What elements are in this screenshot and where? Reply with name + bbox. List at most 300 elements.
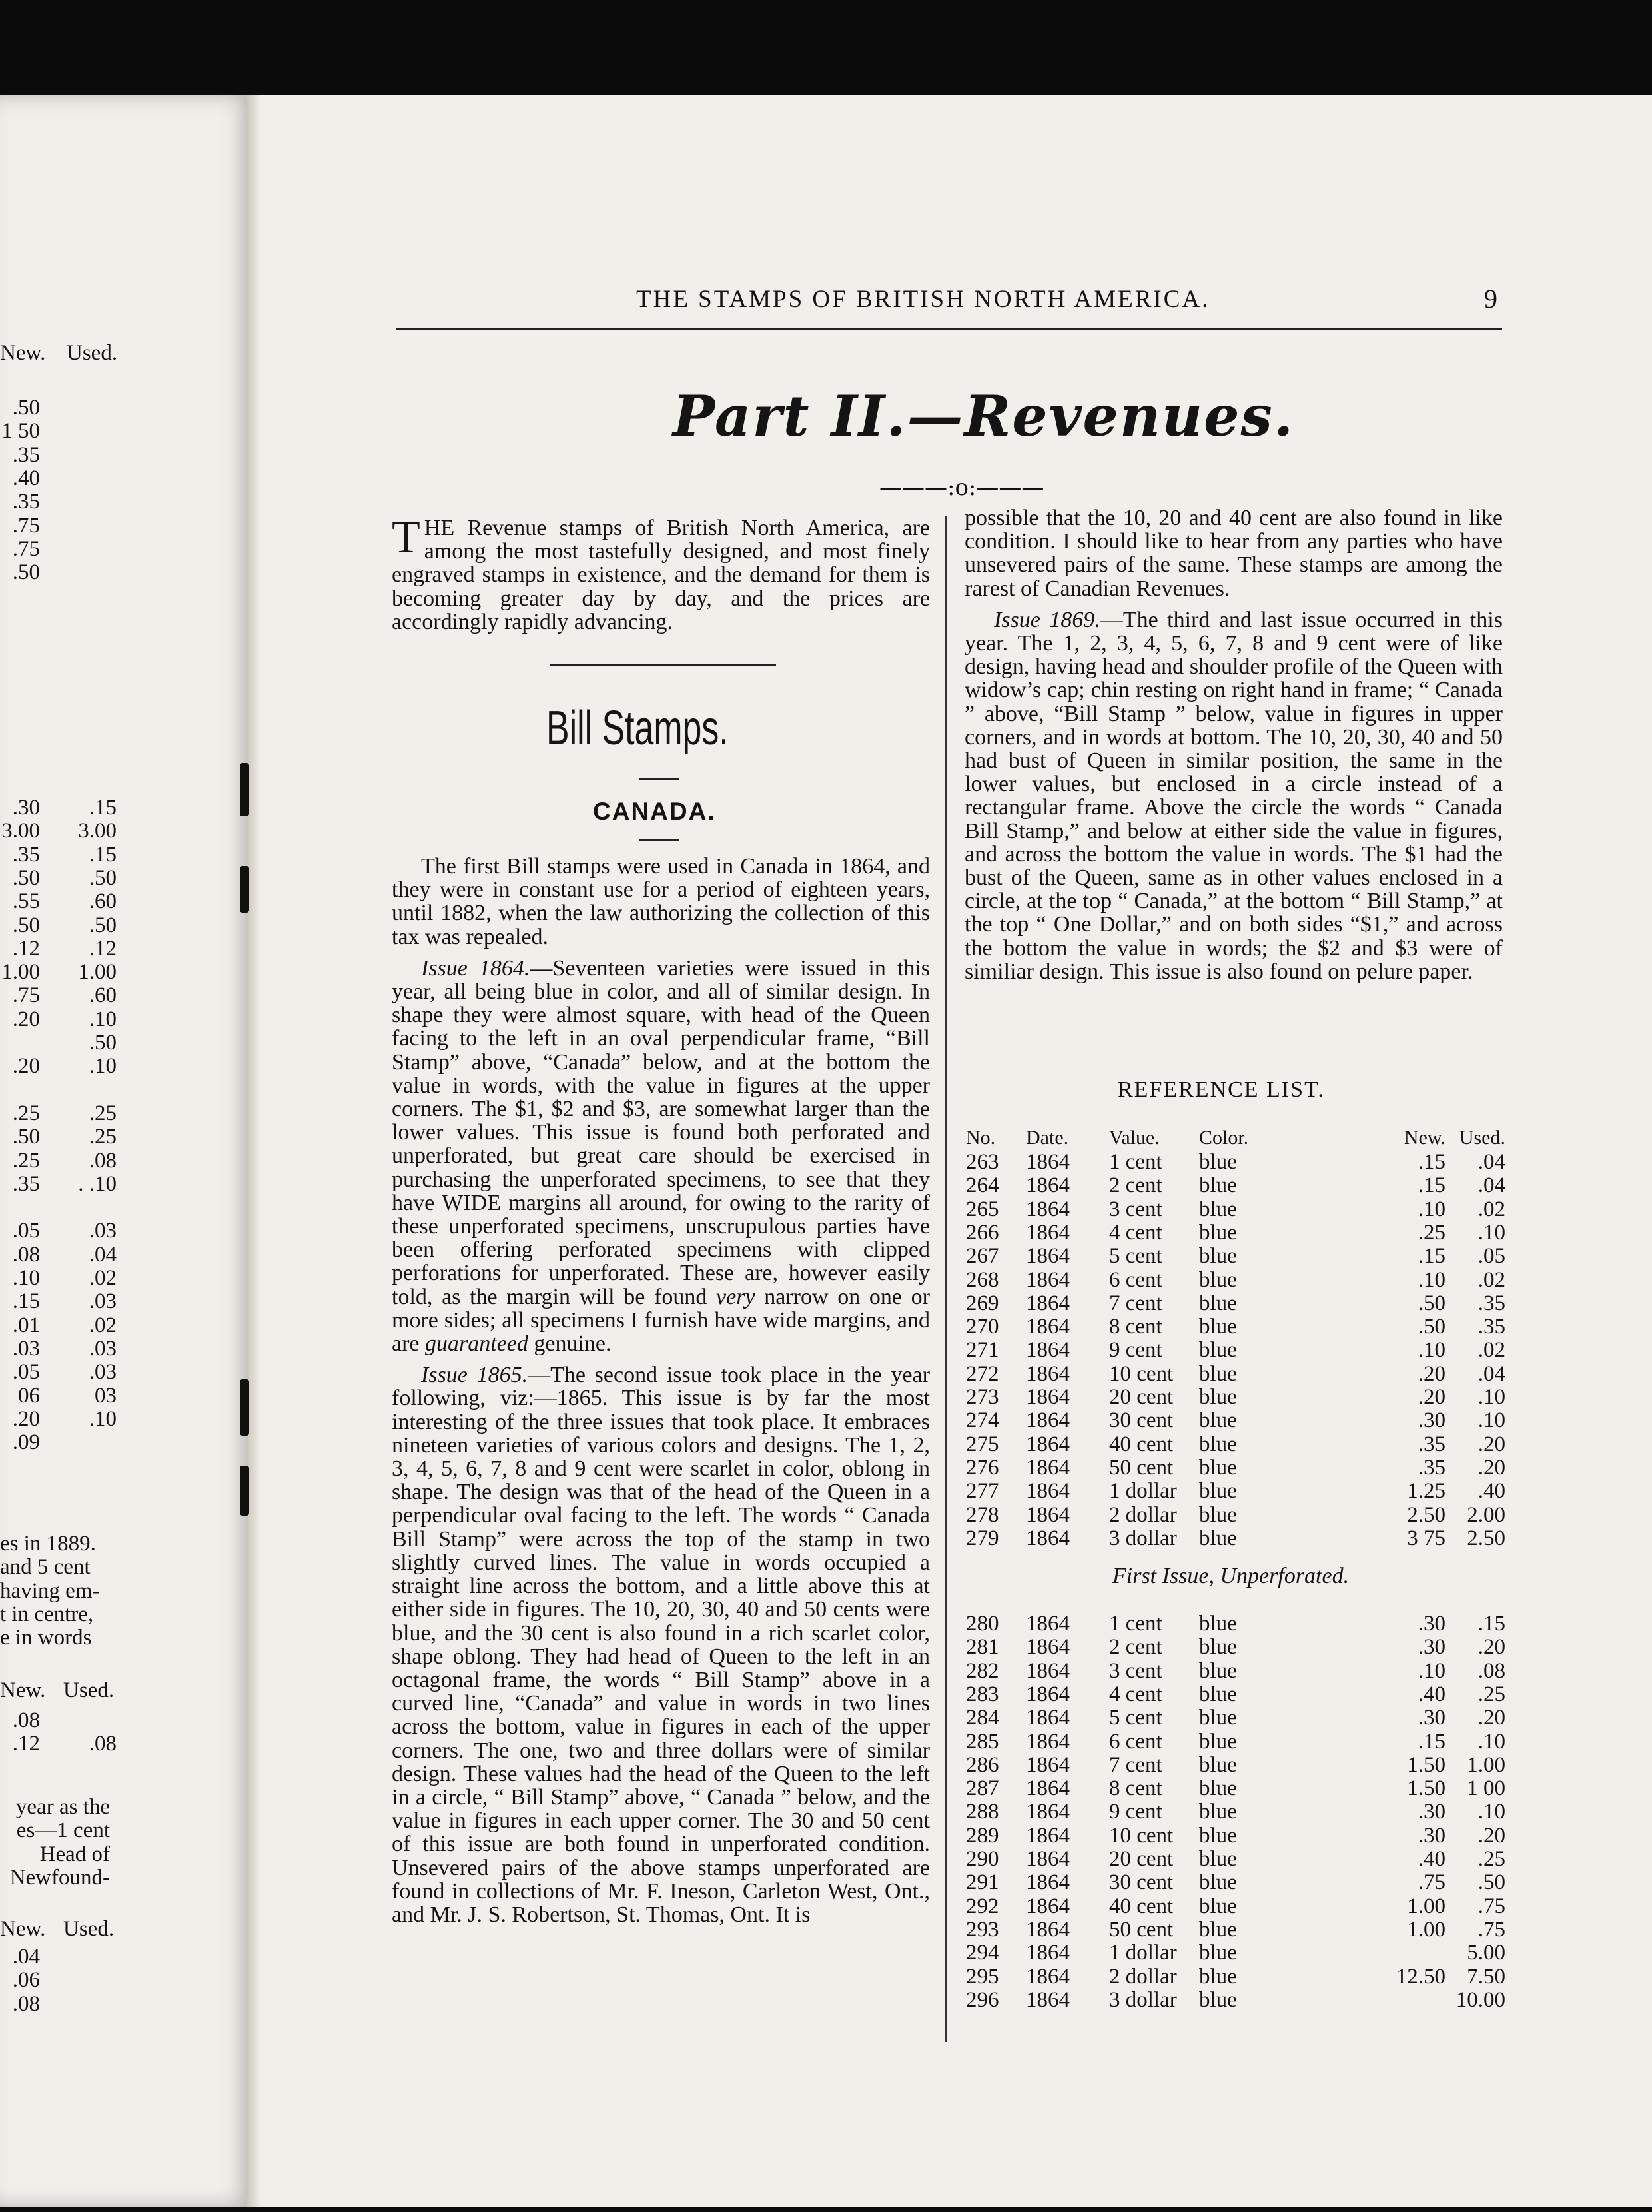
cell-color: blue bbox=[1199, 1173, 1237, 1198]
left-value-new: .08 bbox=[12, 1242, 40, 1267]
table-row bbox=[0, 1658, 1505, 1683]
drop-cap: T bbox=[392, 512, 420, 563]
cell-new: 2.50 bbox=[1407, 1502, 1446, 1527]
cell-date: 1864 bbox=[1026, 1244, 1070, 1269]
cell-used: .04 bbox=[1477, 1361, 1505, 1386]
cell-new: 3 75 bbox=[1407, 1526, 1446, 1550]
cell-value: 40 cent bbox=[1109, 1894, 1174, 1918]
cell-value: 50 cent bbox=[1109, 1455, 1174, 1480]
cell-date: 1864 bbox=[1026, 1847, 1070, 1871]
left-value-new: .20 bbox=[12, 1007, 40, 1031]
cell-new: .50 bbox=[1418, 1291, 1446, 1315]
cell-date: 1864 bbox=[1026, 1197, 1070, 1221]
table-row bbox=[0, 1800, 1505, 1824]
cell-color: blue bbox=[1199, 1964, 1237, 1989]
cell-color: blue bbox=[1199, 1455, 1237, 1480]
cell-color: blue bbox=[1199, 1291, 1237, 1315]
cell-color: blue bbox=[1199, 1800, 1237, 1824]
left-value-used: .03 bbox=[89, 1360, 117, 1384]
left-value-new: .05 bbox=[12, 1360, 40, 1384]
cell-color: blue bbox=[1199, 1823, 1237, 1848]
cell-no: 271 bbox=[966, 1338, 999, 1363]
cell-new: .35 bbox=[1418, 1455, 1446, 1480]
cell-date: 1864 bbox=[1026, 1776, 1070, 1801]
left-text-fragment: t in centre, bbox=[0, 1602, 94, 1626]
cell-value: 10 cent bbox=[1109, 1361, 1174, 1386]
left-value: .40 bbox=[12, 466, 40, 490]
running-head: THE STAMPS OF BRITISH NORTH AMERICA. bbox=[636, 286, 1210, 313]
cell-value: 6 cent bbox=[1109, 1729, 1162, 1754]
paragraph-text: narrow on one or more sides; all specimens I furnish have wide margins, and are bbox=[392, 1284, 931, 1357]
cell-new: .15 bbox=[1418, 1173, 1446, 1198]
cell-value: 3 cent bbox=[1109, 1197, 1162, 1221]
left-value-new: .08 bbox=[12, 1708, 40, 1732]
cell-no: 285 bbox=[966, 1729, 999, 1754]
table-row bbox=[0, 1941, 1505, 1965]
table-row bbox=[0, 1987, 1505, 2012]
cell-new: .15 bbox=[1418, 1244, 1446, 1269]
left-value-used: .08 bbox=[89, 1148, 117, 1173]
left-value-new: 1.00 bbox=[1, 960, 40, 985]
cell-used: 5.00 bbox=[1467, 1941, 1505, 1965]
short-rule bbox=[639, 778, 679, 780]
cell-value: 8 cent bbox=[1109, 1315, 1162, 1339]
left-text-fragment: and 5 cent bbox=[0, 1555, 91, 1580]
cell-used: .35 bbox=[1477, 1315, 1505, 1339]
cell-new: .30 bbox=[1418, 1408, 1446, 1433]
cell-no: 279 bbox=[966, 1526, 999, 1550]
cell-new: .50 bbox=[1418, 1315, 1446, 1339]
cell-no: 296 bbox=[966, 1987, 999, 2012]
cell-no: 265 bbox=[966, 1197, 999, 1221]
cell-used: .20 bbox=[1477, 1706, 1505, 1730]
cell-used: .02 bbox=[1477, 1267, 1505, 1292]
cell-color: blue bbox=[1199, 1315, 1237, 1339]
cell-new: .30 bbox=[1418, 1706, 1446, 1730]
left-value-used: .03 bbox=[89, 1289, 117, 1314]
cell-used: .35 bbox=[1477, 1291, 1505, 1315]
cell-new: 12.50 bbox=[1396, 1964, 1446, 1989]
cell-no: 277 bbox=[966, 1479, 999, 1504]
cell-value: 8 cent bbox=[1109, 1776, 1162, 1801]
cell-value: 50 cent bbox=[1109, 1917, 1174, 1941]
cell-no: 284 bbox=[966, 1706, 999, 1730]
table-row bbox=[0, 1682, 1505, 1706]
cell-no: 294 bbox=[966, 1941, 999, 1965]
left-value: .35 bbox=[12, 490, 40, 514]
cell-value: 9 cent bbox=[1109, 1800, 1162, 1824]
cell-value: 30 cent bbox=[1109, 1870, 1174, 1895]
cell-new: .30 bbox=[1418, 1612, 1446, 1636]
intro-paragraph bbox=[392, 512, 930, 634]
cell-date: 1864 bbox=[1026, 1658, 1070, 1683]
cell-date: 1864 bbox=[1026, 1964, 1070, 1989]
right-column-body bbox=[965, 506, 1503, 983]
cell-color: blue bbox=[1199, 1847, 1237, 1871]
cell-date: 1864 bbox=[1026, 1894, 1070, 1918]
left-value-new: .50 bbox=[12, 865, 40, 890]
cell-date: 1864 bbox=[1026, 1917, 1070, 1941]
cell-no: 286 bbox=[966, 1752, 999, 1777]
cell-color: blue bbox=[1199, 1729, 1237, 1754]
cell-date: 1864 bbox=[1026, 1682, 1070, 1706]
cell-color: blue bbox=[1199, 1706, 1237, 1730]
table-row bbox=[0, 1242, 1505, 1269]
cell-used: .10 bbox=[1477, 1729, 1505, 1754]
table-row bbox=[0, 1729, 1505, 1754]
cell-date: 1864 bbox=[1026, 1752, 1070, 1777]
cell-date: 1864 bbox=[1026, 1267, 1070, 1292]
cell-value: 7 cent bbox=[1109, 1291, 1162, 1315]
table-row bbox=[0, 1870, 1505, 1895]
left-text-fragment: Head of bbox=[39, 1842, 110, 1866]
cell-value: 4 cent bbox=[1109, 1682, 1162, 1706]
subsection-title: CANADA. bbox=[593, 798, 716, 825]
cell-used: .02 bbox=[1477, 1338, 1505, 1363]
table-row bbox=[0, 1847, 1505, 1871]
cell-date: 1864 bbox=[1026, 1455, 1070, 1480]
left-value-used: 03 bbox=[95, 1383, 117, 1408]
left-text-fragment: es in 1889. bbox=[0, 1532, 96, 1556]
left-text-fragment: having em- bbox=[0, 1578, 100, 1603]
left-text-fragment: es—1 cent bbox=[16, 1818, 110, 1843]
cell-no: 263 bbox=[966, 1150, 999, 1174]
cell-used: .25 bbox=[1477, 1847, 1505, 1871]
left-value-new: .30 bbox=[12, 796, 40, 820]
table-row bbox=[0, 1148, 1505, 1174]
cell-used: 2.00 bbox=[1467, 1502, 1505, 1527]
left-value-new: .35 bbox=[12, 842, 40, 867]
cell-new: .30 bbox=[1418, 1635, 1446, 1660]
table-row bbox=[0, 1823, 1505, 1848]
left-value-new: .55 bbox=[12, 889, 40, 914]
left-value-new: .50 bbox=[12, 913, 40, 937]
cell-used: .20 bbox=[1477, 1432, 1505, 1456]
cell-value: 5 cent bbox=[1109, 1244, 1162, 1269]
left-value-new: 06 bbox=[18, 1383, 40, 1408]
cell-value: 2 dollar bbox=[1109, 1964, 1177, 1989]
table-row bbox=[0, 1917, 1505, 1941]
left-value-new: .04 bbox=[12, 1945, 40, 1969]
cell-no: 289 bbox=[966, 1823, 999, 1848]
cell-value: 4 cent bbox=[1109, 1220, 1162, 1245]
cell-date: 1864 bbox=[1026, 1220, 1070, 1245]
cell-value: 2 dollar bbox=[1109, 1502, 1177, 1527]
cell-color: blue bbox=[1199, 1361, 1237, 1386]
cell-date: 1864 bbox=[1026, 1408, 1070, 1433]
cell-used: .20 bbox=[1477, 1455, 1505, 1480]
cell-used: .04 bbox=[1477, 1150, 1505, 1174]
page-number: 9 bbox=[1484, 284, 1497, 314]
cell-date: 1864 bbox=[1026, 1635, 1070, 1660]
paragraph: possible that the 10, 20 and 40 cent are also found in like condition. I should like to hear from any parties who have unsevered pairs of the same. These stamps are among the rarest of Canadian Revenues. bbox=[965, 506, 1503, 601]
cell-date: 1864 bbox=[1026, 1502, 1070, 1527]
cell-value: 5 cent bbox=[1109, 1706, 1162, 1730]
cell-no: 274 bbox=[966, 1408, 999, 1433]
left-header-used: Used. bbox=[63, 1917, 115, 1941]
cell-new: .30 bbox=[1418, 1823, 1446, 1848]
cell-new: .20 bbox=[1418, 1361, 1446, 1386]
left-header-used: Used. bbox=[63, 1678, 115, 1702]
cell-used: .25 bbox=[1477, 1682, 1505, 1706]
left-value-used: . .10 bbox=[78, 1171, 117, 1196]
left-value-used: .50 bbox=[89, 913, 117, 937]
cell-value: 10 cent bbox=[1109, 1823, 1174, 1848]
table-row bbox=[0, 1430, 1505, 1456]
cell-color: blue bbox=[1199, 1408, 1237, 1433]
cell-value: 1 dollar bbox=[1109, 1479, 1177, 1504]
emphasis: guaranteed bbox=[425, 1331, 528, 1357]
cell-no: No. bbox=[966, 1127, 996, 1149]
left-value-used: .25 bbox=[89, 1101, 117, 1125]
cell-new: 1.25 bbox=[1407, 1479, 1446, 1504]
left-value-used: .03 bbox=[89, 1336, 117, 1361]
cell-date: 1864 bbox=[1026, 1706, 1070, 1730]
cell-color: Color. bbox=[1199, 1127, 1249, 1149]
left-value-new: .50 bbox=[12, 1125, 40, 1149]
left-value-new: .12 bbox=[12, 1732, 40, 1756]
cell-color: blue bbox=[1199, 1612, 1237, 1636]
paragraph: The first Bill stamps were used in Canada in 1864, and they were in constant use for a period of eighteen years, until 1882, when the law authorizing the collection of this tax was repealed. bbox=[392, 854, 930, 949]
cell-date: 1864 bbox=[1026, 1526, 1070, 1550]
cell-new: .10 bbox=[1418, 1267, 1446, 1292]
cell-no: 287 bbox=[966, 1776, 999, 1801]
left-value: .35 bbox=[12, 442, 40, 467]
left-value-new: .06 bbox=[12, 1968, 40, 1993]
left-value-new: 3.00 bbox=[1, 819, 40, 843]
table-row bbox=[0, 1266, 1505, 1292]
cell-new: .40 bbox=[1418, 1682, 1446, 1706]
cell-date: 1864 bbox=[1026, 1315, 1070, 1339]
cell-new: .10 bbox=[1418, 1338, 1446, 1363]
cell-used: .75 bbox=[1477, 1894, 1505, 1918]
binding-mark bbox=[240, 866, 249, 913]
cell-date: 1864 bbox=[1026, 1800, 1070, 1824]
cell-date: 1864 bbox=[1026, 1432, 1070, 1456]
left-value-new: .10 bbox=[12, 1266, 40, 1290]
cell-no: 288 bbox=[966, 1800, 999, 1824]
cell-new: .15 bbox=[1418, 1150, 1446, 1174]
cell-no: 280 bbox=[966, 1612, 999, 1636]
left-value-new: .05 bbox=[12, 1219, 40, 1243]
part-title: Part II.—Revenues. bbox=[673, 383, 1295, 449]
cell-used: .10 bbox=[1477, 1800, 1505, 1824]
paragraph-text: genuine. bbox=[534, 1331, 612, 1357]
cell-value: 3 dollar bbox=[1109, 1987, 1177, 2012]
cell-no: 278 bbox=[966, 1502, 999, 1527]
cell-color: blue bbox=[1199, 1432, 1237, 1456]
cell-color: blue bbox=[1199, 1987, 1237, 2012]
left-value-new: .01 bbox=[12, 1313, 40, 1337]
cell-color: blue bbox=[1199, 1752, 1237, 1777]
cell-used: 7.50 bbox=[1467, 1964, 1505, 1989]
section-rule bbox=[550, 664, 776, 666]
cell-new: .75 bbox=[1418, 1870, 1446, 1895]
cell-no: 293 bbox=[966, 1917, 999, 1941]
paragraph-text: —The second issue took place in the year following, viz:—1865. This issue is by far the most interesting of the three issues that took place. It embraces nineteen varieties of various colors and designs. The 1, 2, 3, 4, 5, 6, 7, 8 and 9 cent were scarlet in color, oblong in shape. The design was that of the head of the Queen in a perpendicular oval facing to the left. The words “ Canada Bill Stamp” were across the top of the stamp in two slightly curved lines. The value in words occupied a straight line across the bottom, and a little above this at either side in figures. The 10, 20, 30, 40 and 50 cents were blue, and the 30 cent is also found in a rich scarlet color, shape oblong. They had head of Queen to the left in an octagonal frame, the words “ Bill Stamp” above in a curved line, “Canada” and value in words in two lines across the bottom, value in figures in each of the upper corners. The one, two and three dollars were of similar design. These values had the head of the Queen to the left in a circle, “ Bill Stamp” above, “ Canada ” below, and the value in figures in each upper corner. The 30 and 50 cent of this issue are both found in unperforated condition. Unsevered pairs of the above stamps unperforated are found in collections of Mr. F. Ineson, Carleton West, Ont., and Mr. J. S. Robertson, St. Thomas, Ont. It is bbox=[392, 1363, 930, 1927]
table-row bbox=[0, 1360, 1505, 1386]
cell-color: blue bbox=[1199, 1526, 1237, 1550]
cell-new: .30 bbox=[1418, 1800, 1446, 1824]
cell-color: blue bbox=[1199, 1338, 1237, 1363]
cell-used: 10.00 bbox=[1455, 1987, 1505, 2012]
cell-value: 20 cent bbox=[1109, 1385, 1174, 1409]
paragraph-text: —Seventeen varieties were issued in this year, all being blue in color, and all of similar design. In shape they were almost square, with head of the Queen facing to the left in an oval perpendicular frame, “Bill Stamp” above, “Canada” below, and at the bottom the value in words, with the value in figures at the upper corners. The $1, $2 and $3, are somewhat larger than the lower values. This issue is found both perforated and unperforated, but great care should be exercised in purchasing the unperforated specimens, to see that they have WIDE margins all around, for owing to the rarity of these unperforated specimens, unscrupulous parties have been offering perforated specimens with clipped perforations for unperforated. These are, however easily told, as the margin will be found bbox=[392, 955, 930, 1309]
left-value: .50 bbox=[12, 560, 40, 585]
table-row bbox=[0, 1502, 1505, 1527]
table-row bbox=[0, 1526, 1505, 1550]
table-row bbox=[0, 1612, 1505, 1636]
left-value-new: .25 bbox=[12, 1148, 40, 1173]
header-rule bbox=[396, 328, 1502, 330]
table-header-row bbox=[0, 1126, 1505, 1149]
cell-value: 1 cent bbox=[1109, 1612, 1162, 1636]
left-value-used: .03 bbox=[89, 1219, 117, 1243]
cell-color: blue bbox=[1199, 1776, 1237, 1801]
cell-no: 270 bbox=[966, 1315, 999, 1339]
cell-no: 275 bbox=[966, 1432, 999, 1456]
cell-value: 1 cent bbox=[1109, 1150, 1162, 1174]
issue-heading: Issue 1869. bbox=[994, 607, 1100, 632]
cell-value: 9 cent bbox=[1109, 1338, 1162, 1363]
left-value-used: .04 bbox=[89, 1242, 117, 1267]
cell-date: 1864 bbox=[1026, 1823, 1070, 1848]
issue-heading: Issue 1864. bbox=[421, 955, 530, 981]
table-row bbox=[0, 1964, 1505, 1989]
cell-new: .20 bbox=[1418, 1385, 1446, 1409]
table-row bbox=[0, 1289, 1505, 1315]
cell-no: 290 bbox=[966, 1847, 999, 1871]
left-value-new: .75 bbox=[12, 983, 40, 1008]
cell-no: 268 bbox=[966, 1267, 999, 1292]
cell-date: 1864 bbox=[1026, 1941, 1070, 1965]
table-row bbox=[0, 1455, 1505, 1480]
cell-no: 267 bbox=[966, 1244, 999, 1269]
cell-value: 2 cent bbox=[1109, 1635, 1162, 1660]
cell-color: blue bbox=[1199, 1941, 1237, 1965]
cell-date: 1864 bbox=[1026, 1150, 1070, 1174]
cell-color: blue bbox=[1199, 1502, 1237, 1527]
cell-no: 291 bbox=[966, 1870, 999, 1895]
reference-list-title: REFERENCE LIST. bbox=[1118, 1077, 1325, 1102]
cell-new: 1.00 bbox=[1407, 1894, 1446, 1918]
cell-color: blue bbox=[1199, 1894, 1237, 1918]
cell-new: New. bbox=[1404, 1127, 1446, 1149]
cell-no: 264 bbox=[966, 1173, 999, 1198]
cell-date: 1864 bbox=[1026, 1173, 1070, 1198]
cell-used: .75 bbox=[1477, 1917, 1505, 1941]
left-value-used: .02 bbox=[89, 1266, 117, 1290]
left-value-used: .02 bbox=[89, 1313, 117, 1337]
cell-new: .10 bbox=[1418, 1658, 1446, 1683]
left-value-used: .25 bbox=[89, 1125, 117, 1149]
cell-new: 1.50 bbox=[1407, 1776, 1446, 1801]
left-value-used: .50 bbox=[89, 1031, 117, 1055]
cell-color: blue bbox=[1199, 1244, 1237, 1269]
cell-value: 40 cent bbox=[1109, 1432, 1174, 1456]
table-row bbox=[0, 1220, 1505, 1245]
cell-value: Value. bbox=[1109, 1127, 1160, 1149]
cell-value: 2 cent bbox=[1109, 1173, 1162, 1198]
cell-color: blue bbox=[1199, 1220, 1237, 1245]
left-value-used: .12 bbox=[89, 936, 117, 961]
left-header-new: New. bbox=[0, 1917, 46, 1941]
cell-date: Date. bbox=[1026, 1127, 1069, 1149]
left-header-new: New. bbox=[0, 1678, 46, 1702]
emphasis: very bbox=[716, 1284, 755, 1309]
cell-color: blue bbox=[1199, 1479, 1237, 1504]
table-row bbox=[0, 1635, 1505, 1660]
cell-no: 266 bbox=[966, 1220, 999, 1245]
cell-used: .20 bbox=[1477, 1635, 1505, 1660]
cell-date: 1864 bbox=[1026, 1870, 1070, 1895]
cell-no: 272 bbox=[966, 1361, 999, 1386]
issue-heading: Issue 1865. bbox=[421, 1363, 528, 1388]
cell-date: 1864 bbox=[1026, 1479, 1070, 1504]
left-text-fragment: e in words bbox=[0, 1626, 92, 1650]
cell-used: .10 bbox=[1477, 1220, 1505, 1245]
table-row bbox=[0, 1197, 1505, 1221]
table-row bbox=[0, 1383, 1505, 1409]
cell-new: .35 bbox=[1418, 1432, 1446, 1456]
cell-date: 1864 bbox=[1026, 1361, 1070, 1386]
cell-color: blue bbox=[1199, 1385, 1237, 1409]
cell-date: 1864 bbox=[1026, 1385, 1070, 1409]
cell-color: blue bbox=[1199, 1917, 1237, 1941]
paragraph-issue-1869 bbox=[965, 608, 1503, 983]
left-value-new: .15 bbox=[12, 1289, 40, 1314]
left-value: 1 50 bbox=[1, 419, 40, 444]
table-row bbox=[0, 1336, 1505, 1363]
cell-no: 276 bbox=[966, 1455, 999, 1480]
cell-new: .25 bbox=[1418, 1220, 1446, 1245]
cell-date: 1864 bbox=[1026, 1612, 1070, 1636]
left-value-used: .10 bbox=[89, 1406, 117, 1431]
left-value-new: .09 bbox=[12, 1430, 40, 1455]
cell-no: 295 bbox=[966, 1964, 999, 1989]
cell-value: 3 dollar bbox=[1109, 1526, 1177, 1550]
cell-color: blue bbox=[1199, 1870, 1237, 1895]
cell-value: 1 dollar bbox=[1109, 1941, 1177, 1965]
table-row bbox=[0, 1479, 1505, 1504]
cell-used: 1 00 bbox=[1467, 1776, 1505, 1801]
cell-date: 1864 bbox=[1026, 1291, 1070, 1315]
cell-no: 281 bbox=[966, 1635, 999, 1660]
left-value-used: .15 bbox=[89, 842, 117, 867]
left-header-used: Used. bbox=[67, 341, 118, 365]
cell-color: blue bbox=[1199, 1197, 1237, 1221]
cell-used: .02 bbox=[1477, 1197, 1505, 1221]
left-value-used: .15 bbox=[89, 796, 117, 820]
cell-used: .50 bbox=[1477, 1870, 1505, 1895]
left-value-new: .08 bbox=[12, 1991, 40, 2016]
table-row bbox=[0, 1894, 1505, 1918]
left-value-used: 3.00 bbox=[78, 819, 117, 843]
cell-date: 1864 bbox=[1026, 1338, 1070, 1363]
cell-used: Used. bbox=[1459, 1127, 1505, 1149]
cell-color: blue bbox=[1199, 1150, 1237, 1174]
cell-no: 283 bbox=[966, 1682, 999, 1706]
left-header-new: New. bbox=[0, 341, 46, 365]
cell-no: 292 bbox=[966, 1894, 999, 1918]
cell-used: .20 bbox=[1477, 1823, 1505, 1848]
table-row bbox=[0, 1706, 1505, 1730]
cell-used: .08 bbox=[1477, 1658, 1505, 1683]
left-value-used: .08 bbox=[89, 1732, 117, 1756]
left-value-used: .10 bbox=[89, 1007, 117, 1031]
short-rule bbox=[639, 839, 679, 841]
left-value-used: .60 bbox=[89, 983, 117, 1008]
